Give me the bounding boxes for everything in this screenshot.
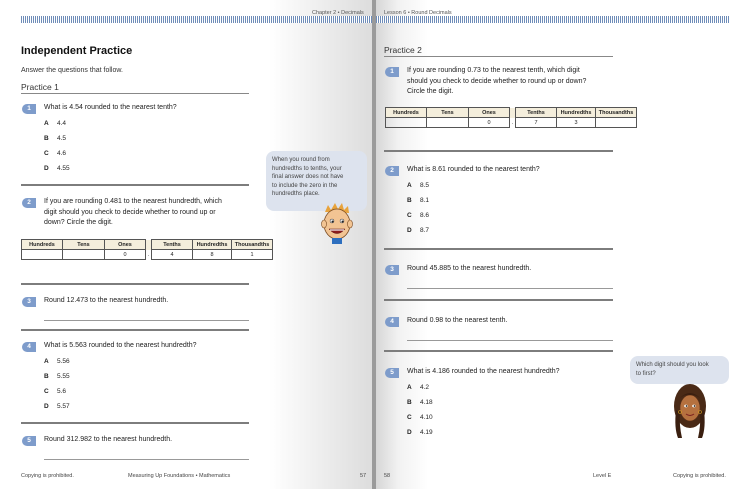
- answer-option-a[interactable]: [44, 358, 70, 365]
- answer-option-a[interactable]: [407, 182, 429, 189]
- place-value-table: [385, 107, 637, 128]
- digit-cell[interactable]: [386, 118, 427, 128]
- option-letter: B: [44, 135, 49, 142]
- question-divider: [21, 329, 249, 331]
- question-number: 4: [22, 342, 36, 352]
- answer-option-c[interactable]: [44, 388, 66, 395]
- tip-line: to first?: [636, 370, 656, 377]
- header-cell: Hundreds: [22, 240, 63, 250]
- question-divider: [21, 283, 249, 285]
- option-text: 4.18: [420, 399, 433, 406]
- digit-cell[interactable]: 1: [232, 250, 273, 260]
- page-title: Independent Practice: [21, 45, 133, 57]
- option-text: 4.6: [57, 150, 67, 157]
- chapter-header: Chapter 2 • Decimals: [312, 10, 364, 16]
- tip-line: to include the zero in the: [272, 182, 338, 189]
- digit-cell[interactable]: 3: [557, 118, 596, 128]
- answer-option-b[interactable]: [407, 399, 433, 406]
- option-letter: A: [407, 182, 412, 189]
- section-rule: [21, 93, 249, 94]
- place-value-table: [21, 239, 273, 260]
- option-text: 4.5: [57, 135, 67, 142]
- option-text: 8.5: [420, 182, 430, 189]
- answer-option-d[interactable]: [44, 165, 70, 172]
- question-number: 1: [22, 104, 36, 114]
- header-cell: Thousandths: [232, 240, 273, 250]
- question-line: down? Circle the digit.: [44, 219, 113, 226]
- question-divider: [384, 299, 613, 301]
- decimal-point-cell: .: [146, 250, 152, 260]
- question-line: digit should you check to decide whether to round up or: [44, 208, 216, 216]
- section-rule: [384, 56, 613, 57]
- option-letter: A: [44, 120, 49, 127]
- tip-line: hundredths to tenths, your: [272, 165, 342, 172]
- girl-character-icon: [670, 380, 710, 440]
- header-cell: Tens: [63, 240, 105, 250]
- answer-option-b[interactable]: [407, 197, 429, 204]
- section-title-practice-2: Practice 2: [384, 45, 422, 55]
- question-divider: [21, 422, 249, 424]
- option-text: 8.7: [420, 227, 430, 234]
- footer-copyright: Copying is prohibited.: [673, 473, 726, 479]
- question-text: What is 4.186 rounded to the nearest hundredth?: [407, 368, 560, 375]
- question-text: Round 12.473 to the nearest hundredth.: [44, 297, 169, 304]
- header-cell: Hundredths: [193, 240, 232, 250]
- question-text: What is 4.54 rounded to the nearest tenth?: [44, 104, 177, 111]
- header-cell: Tenths: [516, 108, 557, 118]
- option-letter: C: [44, 388, 49, 395]
- answer-option-c[interactable]: [44, 150, 66, 157]
- answer-line[interactable]: [44, 459, 249, 460]
- option-text: 8.6: [420, 212, 430, 219]
- boy-character-icon: [316, 200, 356, 250]
- option-letter: D: [44, 403, 49, 410]
- option-text: 4.4: [57, 120, 67, 127]
- question-text: Round 0.98 to the nearest tenth.: [407, 317, 508, 324]
- digit-cell[interactable]: [22, 250, 63, 260]
- tip-line: final answer does not have: [272, 174, 344, 180]
- footer-book-title: Measuring Up Foundations • Mathematics: [128, 473, 231, 479]
- question-text: What is 5.563 rounded to the nearest hundredth?: [44, 342, 197, 349]
- option-letter: C: [407, 414, 412, 421]
- question-divider: [384, 350, 613, 352]
- option-letter: C: [44, 150, 49, 157]
- question-divider: [384, 248, 613, 250]
- option-letter: B: [44, 373, 49, 380]
- digit-cell[interactable]: [427, 118, 469, 128]
- question-text: [44, 197, 222, 229]
- answer-option-d[interactable]: [407, 429, 433, 436]
- question-text: What is 8.61 rounded to the nearest tenth?: [407, 166, 540, 173]
- digit-cell[interactable]: 0: [469, 118, 510, 128]
- header-cell: Tens: [427, 108, 469, 118]
- answer-option-d[interactable]: [44, 403, 70, 410]
- digit-cell[interactable]: 7: [516, 118, 557, 128]
- left-page: [0, 0, 374, 489]
- question-number: 5: [22, 436, 36, 446]
- option-letter: A: [44, 358, 49, 365]
- footer-copyright: Copying is prohibited.: [21, 473, 74, 479]
- option-text: 5.6: [57, 388, 67, 395]
- tip-line: When you round from: [272, 157, 330, 163]
- question-line: If you are rounding 0.73 to the nearest tenth, which digit: [407, 67, 580, 74]
- question-number: 1: [385, 67, 399, 77]
- question-number: 2: [22, 198, 36, 208]
- instructions: Answer the questions that follow.: [21, 67, 123, 74]
- option-letter: A: [407, 384, 412, 391]
- answer-option-a[interactable]: [44, 120, 66, 127]
- digit-cell[interactable]: 8: [193, 250, 232, 260]
- tip-line: hundredths place.: [272, 191, 320, 197]
- answer-line[interactable]: [407, 288, 613, 289]
- digit-cell[interactable]: 0: [105, 250, 146, 260]
- answer-option-c[interactable]: [407, 212, 429, 219]
- header-stripe: [21, 16, 374, 23]
- question-line: should you check to decide whether to round up or down?: [407, 77, 587, 85]
- question-text: [407, 66, 586, 98]
- question-divider: [384, 150, 613, 152]
- question-line: Circle the digit.: [407, 88, 454, 95]
- section-title-practice-1: Practice 1: [21, 82, 59, 92]
- option-letter: D: [44, 165, 49, 172]
- question-divider: [21, 184, 249, 186]
- question-number: 2: [385, 166, 399, 176]
- answer-option-b[interactable]: [44, 373, 70, 380]
- answer-option-a[interactable]: [407, 384, 429, 391]
- option-letter: B: [407, 399, 412, 406]
- option-text: 4.19: [420, 429, 433, 436]
- digit-cell[interactable]: [596, 118, 637, 128]
- header-cell: Thousandths: [596, 108, 637, 118]
- tip-line: Which digit should you look: [636, 362, 709, 368]
- option-text: 4.55: [57, 165, 70, 172]
- option-text: 4.10: [420, 414, 433, 421]
- option-text: 5.57: [57, 403, 70, 410]
- header-cell: Hundreds: [386, 108, 427, 118]
- answer-option-b[interactable]: [44, 135, 66, 142]
- footer-level: Level E: [593, 473, 612, 479]
- decimal-point-cell: .: [510, 118, 516, 128]
- question-number: 3: [22, 297, 36, 307]
- answer-line[interactable]: [407, 340, 613, 341]
- option-text: 5.56: [57, 358, 70, 365]
- page-number: 58: [384, 473, 391, 479]
- digit-cell[interactable]: [63, 250, 105, 260]
- question-number: 5: [385, 368, 399, 378]
- header-cell: Ones: [105, 240, 146, 250]
- header-cell: Tenths: [152, 240, 193, 250]
- lesson-header: Lesson 6 • Round Decimals: [384, 10, 452, 16]
- answer-line[interactable]: [44, 320, 249, 321]
- question-text: Round 45.885 to the nearest hundredth.: [407, 265, 532, 272]
- header-cell: Hundredths: [557, 108, 596, 118]
- question-number: 4: [385, 317, 399, 327]
- option-text: 4.2: [420, 384, 430, 391]
- option-text: 8.1: [420, 197, 430, 204]
- option-letter: D: [407, 227, 412, 234]
- question-line: If you are rounding 0.481 to the nearest hundredth, which: [44, 198, 222, 205]
- digit-cell[interactable]: 4: [152, 250, 193, 260]
- header-stripe: [376, 16, 730, 23]
- option-letter: C: [407, 212, 412, 219]
- answer-option-c[interactable]: [407, 414, 433, 421]
- question-text: Round 312.982 to the nearest hundredth.: [44, 436, 173, 443]
- page-number: 57: [360, 473, 367, 479]
- answer-option-d[interactable]: [407, 227, 429, 234]
- header-cell: Ones: [469, 108, 510, 118]
- right-page: [376, 0, 750, 489]
- option-text: 5.55: [57, 373, 70, 380]
- question-number: 3: [385, 265, 399, 275]
- option-letter: D: [407, 429, 412, 436]
- option-letter: B: [407, 197, 412, 204]
